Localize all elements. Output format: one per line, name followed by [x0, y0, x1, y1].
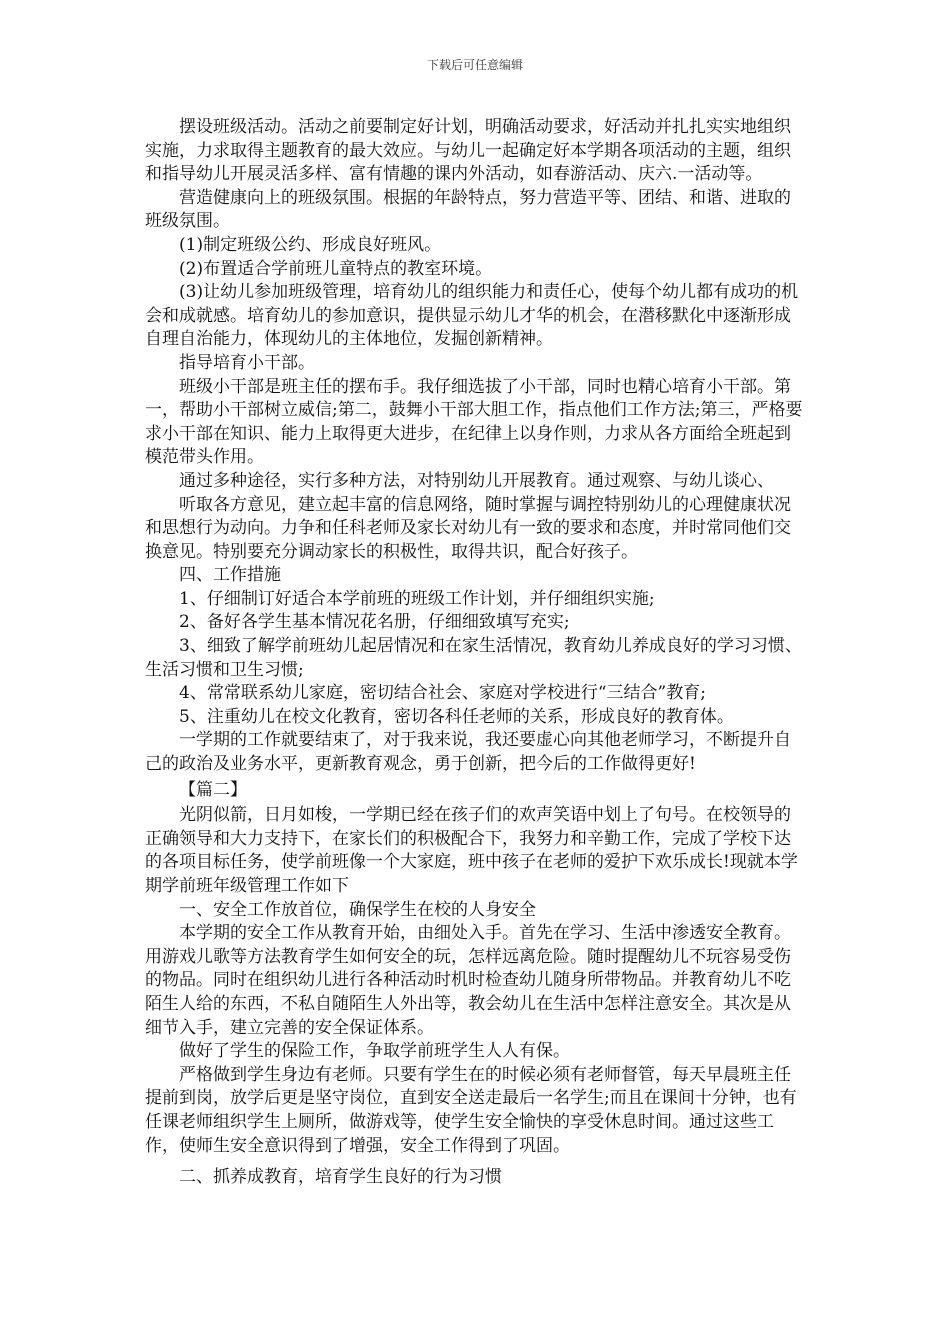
paragraph: 本学期的安全工作从教育开始，由细处入手。首先在学习、生活中渗透安全教育。用游戏儿歌等方法教育学生如何安全的玩，怎样远离危险。随时提醒幼儿不玩容易受伤的物品。同时在组织幼儿进行各种活动时机时检查幼儿随身所带物品。并教育幼儿不吃陌生人给的东西，不私自随陌生人外出等，教会幼儿在生活中怎样注意安全。其次是从细节入手，建立完善的安全保证体系。 — [145, 923, 791, 1038]
list-item: 1、仔细制订好适合本学前班的班级工作计划，并仔细组织实施; — [179, 588, 655, 609]
paragraph: 摆设班级活动。活动之前要制定好计划，明确活动要求，好活动并扎扎实实地组织实施，力求取得主题教育的最大效应。与幼儿一起确定好本学期各项活动的主题，组织和指导幼儿开展灵活多样、富有情趣的课内外活动，如春游活动、庆六.一活动等。 — [145, 117, 791, 185]
paragraph: 光阴似箭，日月如梭，一学期已经在孩子们的欢声笑语中划上了句号。在校领导的正确领导和大力支持下，在家长们的积极配合下，我努力和辛勤工作，完成了学校下达的各项目标任务，使学前班像一个大家庭，班中孩子在老师的爱护下欢乐成长!现就本学期学前班年级管理工作如下 — [145, 805, 798, 896]
paragraph: 指导培育小干部。 — [179, 352, 315, 373]
paragraph: 营造健康向上的班级氛围。根据的年龄特点，努力营造平等、团结、和谐、进取的班级氛围。 — [145, 187, 791, 232]
paragraph: (3)让幼儿参加班级管理，培育幼儿的组织能力和责任心，使每个幼儿都有成功的机会和成就感。培育幼儿的参加意识，提供显示幼儿才华的机会，在潜移默化中逐渐形成自理自治能力，体现幼儿的主体地位，发掘创新精神。 — [145, 282, 799, 350]
section-heading: 四、工作措施 — [179, 565, 281, 586]
document-body — [145, 116, 805, 1190]
paragraph: (2)布置适合学前班儿童特点的教室环境。 — [179, 258, 493, 279]
list-item: 3、细致了解学前班幼儿起居情况和在家生活情况，教育幼儿养成良好的学习习惯、生活习惯和卫生习惯; — [145, 636, 802, 680]
list-item: 5、注重幼儿在校文化教育，密切各科任老师的关系，形成良好的教育体。 — [179, 706, 734, 727]
paragraph: 一学期的工作就要结束了，对于我来说，我还要虚心向其他老师学习，不断提升自己的政治及业务水平，更新教育观念，勇于创新，把今后的工作做得更好! — [145, 730, 791, 775]
paragraph: 严格做到学生身边有老师。只要有学生在的时候必须有老师督管，每天早晨班主任提前到岗，放学后更是坚守岗位，直到安全送走最后一名学生;而且在课间十分钟，也有任课老师组织学生上厕所，做游戏等，使学生安全愉快的享受休息时间。通过这些工作，使师生安全意识得到了增强，安全工作得到了巩固。 — [145, 1064, 797, 1156]
section-heading: 二、抓养成教育，培育学生良好的行为习惯 — [179, 1167, 502, 1188]
part-title: 【篇二】 — [179, 779, 247, 800]
paragraph: (1)制定班级公约、形成良好班风。 — [179, 234, 442, 255]
paragraph: 通过多种途径，实行多种方法，对特别幼儿开展教育。通过观察、与幼儿谈心、 — [179, 470, 774, 491]
section-heading: 一、安全工作放首位，确保学生在校的人身安全 — [179, 899, 536, 920]
paragraph: 听取各方意见，建立起丰富的信息网络，随时掌握与调控特别幼儿的心理健康状况和思想行为动向。力争和任科老师及家长对幼儿有一致的要求和态度，并时常同他们交换意见。特别要充分调动家长的积极性，取得共识，配合好孩子。 — [145, 494, 791, 562]
page-header: 下载后可任意编辑 — [426, 58, 523, 72]
paragraph: 班级小干部是班主任的摆布手。我仔细选拔了小干部，同时也精心培育小干部。第一，帮助小干部树立威信;第二，鼓舞小干部大胆工作，指点他们工作方法;第三，严格要求小干部在知识、能力上取得更大进步，在纪律上以身作则，力求从各方面给全班起到模范带头作用。 — [145, 376, 803, 468]
paragraph: 做好了学生的保险工作，争取学前班学生人人有保。 — [179, 1041, 570, 1062]
list-item: 4、常常联系幼儿家庭，密切结合社会、家庭对学校进行“三结合”教育; — [179, 683, 706, 704]
list-item: 2、备好各学生基本情况花名册，仔细细致填写充实; — [179, 612, 570, 633]
